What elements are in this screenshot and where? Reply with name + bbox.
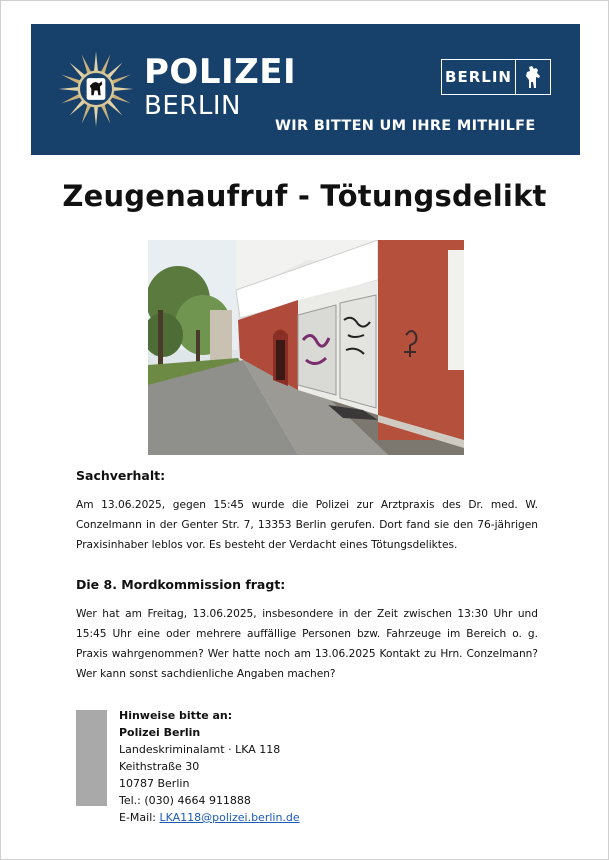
star-ray — [82, 54, 92, 74]
star-ray — [101, 54, 111, 74]
crime-scene-photo — [148, 240, 464, 455]
contact-email-label: E-Mail: — [119, 811, 156, 824]
tagline: WIR BITTEN UM IHRE MITHILFE — [275, 118, 536, 134]
brand-city: BERLIN — [144, 91, 241, 121]
section-heading-questions: Die 8. Mordkommission fragt: — [76, 577, 286, 592]
star-ray — [107, 100, 123, 116]
questions-paragraph: Wer hat am Freitag, 13.06.2025, insbesondere in der Zeit zwischen 13:30 Uhr und 15:45 Uhr eine oder mehrere auffällige Personen bzw. Fahrzeuge im Bereich o. g. Praxis wahrgenommen? Wer hatte noch am 13.06.2025 Kontakt zu Hrn. Conzelmann? Wer kann sonst sachdienliche Angaben machen? — [76, 608, 538, 680]
star-ray — [94, 52, 98, 72]
police-star-icon — [57, 50, 135, 128]
header-banner — [31, 24, 580, 155]
berlin-bear-icon — [515, 60, 550, 94]
berlin-badge — [441, 59, 551, 95]
contact-org: Polizei Berlin — [119, 726, 201, 739]
contact-email-link[interactable]: LKA118@polizei.berlin.de — [159, 811, 300, 824]
contact-email-line — [119, 809, 300, 826]
brand-name: POLIZEI — [144, 52, 297, 92]
contact-phone: Tel.: (030) 4664 911888 — [119, 794, 251, 807]
star-ray — [82, 104, 92, 124]
contact-accent-bar — [76, 710, 107, 806]
facts-paragraph: Am 13.06.2025, gegen 15:45 wurde die Polizei zur Arztpraxis des Dr. med. W. Conzelmann in der Genter Str. 7, 13353 Berlin gerufen. Dort fand sie den 76-jährigen Praxisinhaber leblos vor. Es besteht der Verdacht eines Tötungsdeliktes. — [76, 499, 538, 551]
star-ray — [101, 104, 111, 124]
contact-city: 10787 Berlin — [119, 777, 190, 790]
contact-intro: Hinweise bitte an: — [119, 709, 233, 722]
star-ray — [70, 63, 86, 79]
star-ray — [111, 94, 131, 104]
star-ray — [59, 87, 79, 91]
berlin-badge-label: BERLIN — [445, 68, 512, 86]
star-ray — [70, 100, 86, 116]
page-title: Zeugenaufruf - Tötungsdelikt — [62, 179, 547, 213]
contact-street: Keithstraße 30 — [119, 760, 200, 773]
star-ray — [94, 106, 98, 126]
contact-department: Landeskriminalamt · LKA 118 — [119, 743, 281, 756]
contact-block — [119, 707, 300, 826]
star-ray — [107, 63, 123, 79]
star-ray — [61, 75, 81, 85]
star-ray — [111, 75, 131, 85]
section-heading-facts: Sachverhalt: — [76, 468, 166, 483]
star-ray — [61, 94, 81, 104]
star-ray — [113, 87, 133, 91]
